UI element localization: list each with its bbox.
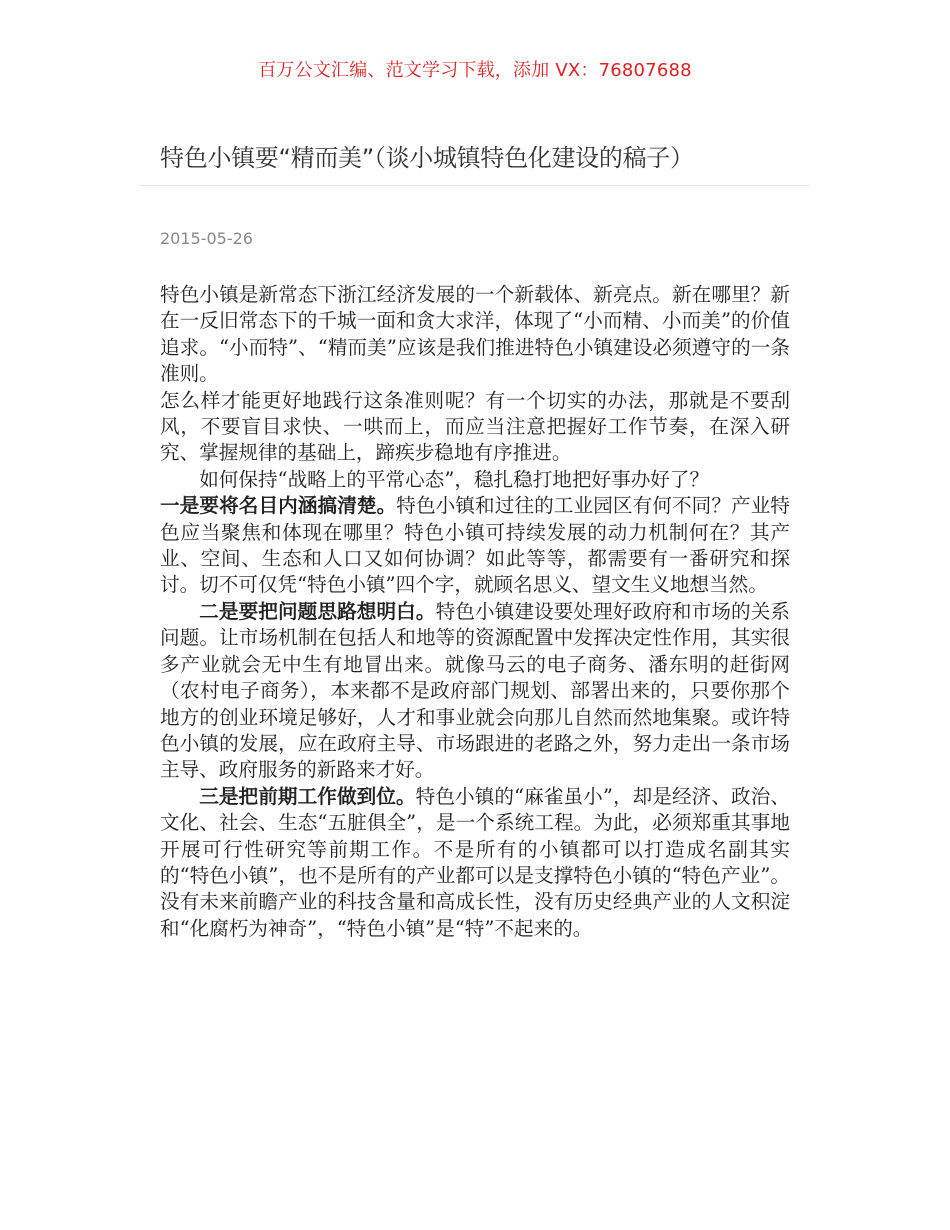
promo-banner: 百万公文汇编、范文学习下载，添加 VX：76807688	[258, 60, 692, 81]
paragraph-4	[160, 493, 790, 599]
paragraph-5-body: 特色小镇建设要处理好政府和市场的关系问题。让市场机制在包括人和地等的资源配置中发挥决定性作用，其实很多产业就会无中生有地冒出来。就像马云的电子商务、潘东明的赶街网（农村电子商务），本来都不是政府部门规划、部署出来的，只要你那个地方的创业环境足够好，人才和事业就会向那儿自然而然地集聚。或许特色小镇的发展，应在政府主导、市场跟进的老路之外，努力走出一条市场主导、政府服务的新路来才好。	[160, 599, 791, 782]
publish-date: 2015-05-26	[160, 229, 253, 248]
paragraph-4-lead: 一是要将名目内涵搞清楚。	[160, 494, 397, 518]
paragraph-6-lead: 三是把前期工作做到位。	[199, 784, 416, 808]
paragraph-6-body: 特色小镇的“麻雀虽小”，却是经济、政治、文化、社会、生态“五脏俱全”，是一个系统工程。为此，必须郑重其事地开展可行性研究等前期工作。不是所有的小镇都可以打造成名副其实的“特色小镇”，也不是所有的产业都可以是支撑特色小镇的“特色产业”。没有未来前瞻产业的科技含量和高成长性，没有历史经典产业的人文积淀和“化腐朽为神奇”，“特色小镇”是“特”不起来的。	[160, 784, 790, 940]
paragraph-5-lead: 二是要把问题思路想明白。	[199, 599, 436, 623]
paragraph-4-body: 特色小镇和过往的工业园区有何不同？产业特色应当聚焦和体现在哪里？特色小镇可持续发展的动力机制何在？其产业、空间、生态和人口又如何协调？如此等等，都需要有一番研究和探讨。切不可仅凭“特色小镇”四个字，就顾名思义、望文生义地想当然。	[160, 494, 791, 597]
article-body	[160, 282, 790, 942]
paragraph-5	[160, 599, 790, 784]
paragraph-1: 特色小镇是新常态下浙江经济发展的一个新载体、新亮点。新在哪里？新在一反旧常态下的千城一面和贪大求洋，体现了“小而精、小而美”的价值追求。“小而特”、“精而美”应该是我们推进特色小镇建设必须遵守的一条准则。	[160, 283, 790, 386]
paragraph-3: 如何保持“战略上的平常心态”，稳扎稳打地把好事办好了？	[199, 467, 710, 491]
article-title: 特色小镇要“精而美”（谈小城镇特色化建设的稿子）	[160, 144, 694, 172]
paragraph-2: 怎么样才能更好地践行这条准则呢？有一个切实的办法，那就是不要刮风，不要盲目求快、一哄而上，而应当注意把握好工作节奏，在深入研究、掌握规律的基础上，蹄疾步稳地有序推进。	[160, 388, 790, 465]
title-divider	[140, 185, 810, 186]
paragraph-6	[160, 784, 790, 942]
